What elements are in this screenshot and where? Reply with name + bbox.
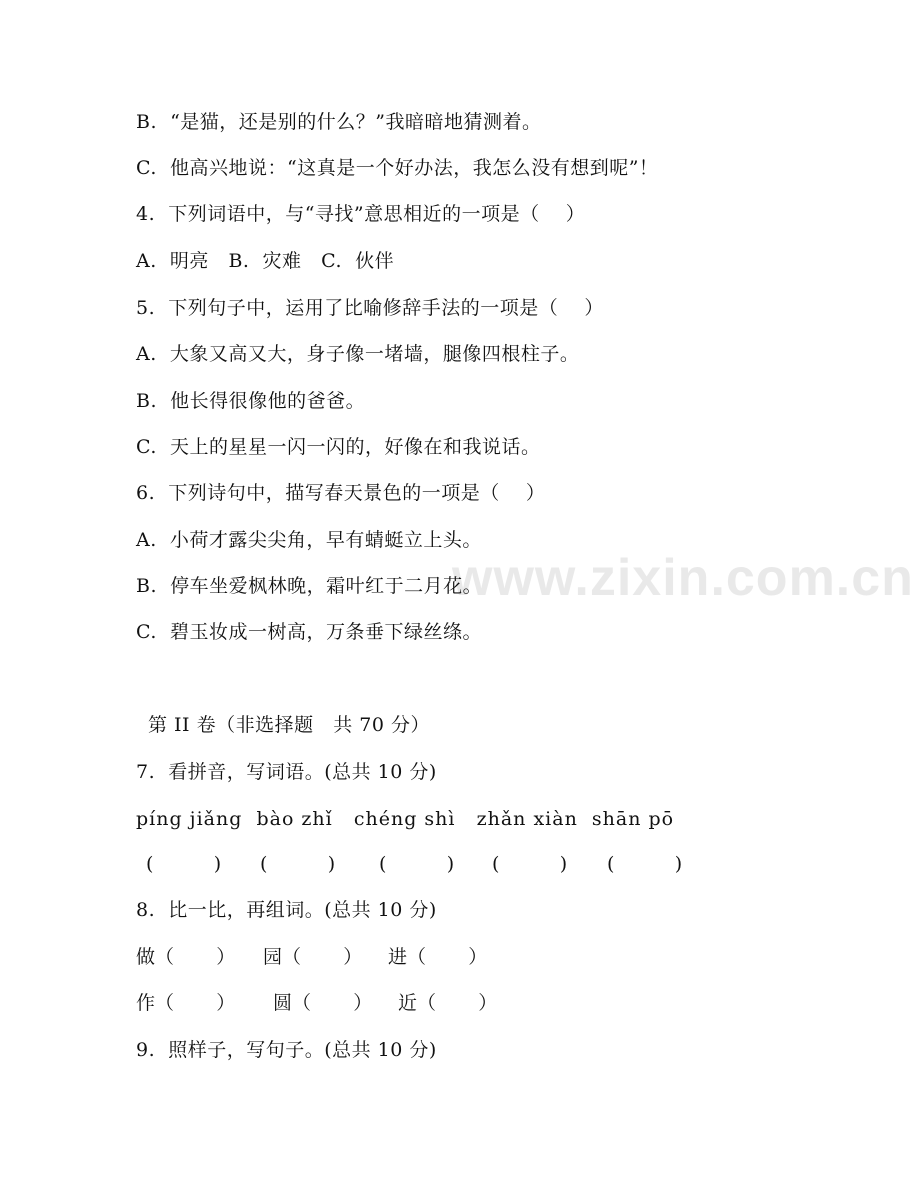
q3-option-c: C. 他高兴地说：“这真是一个好办法，我怎么没有想到呢”！ [136, 157, 659, 179]
question-8: 8. 比一比，再组词。(总共 10 分) [136, 899, 437, 921]
answer-blank[interactable]: ( ) [607, 853, 683, 875]
word-group-item[interactable]: 圆（ ） [273, 992, 373, 1014]
word-group-item[interactable]: 园（ ） [263, 946, 363, 968]
q7-pinyin-row: píng jiǎng bào zhǐ chéng shì zhǎn xiàn shān pō [136, 808, 675, 830]
q5-option-b: B. 他长得很像他的爸爸。 [136, 390, 366, 412]
answer-blank[interactable]: ( ) [379, 853, 455, 875]
watermark: www.zixin.com.cn [452, 549, 914, 607]
q6-option-a: A. 小荷才露尖尖角，早有蜻蜓立上头。 [136, 529, 482, 551]
word-group-item[interactable]: 近（ ） [398, 992, 498, 1014]
q5-option-a: A. 大象又高又大，身子像一堵墙，腿像四根柱子。 [136, 343, 580, 365]
question-5: 5. 下列句子中，运用了比喻修辞手法的一项是（ ） [136, 297, 604, 319]
question-4-options: A. 明亮 B. 灾难 C. 伙伴 [136, 250, 395, 272]
answer-blank[interactable]: ( ) [260, 853, 336, 875]
q3-option-b: B. “是猫，还是别的什么？”我暗暗地猜测着。 [136, 111, 542, 133]
word-group-item[interactable]: 做（ ） [136, 946, 236, 968]
q5-option-c: C. 天上的星星一闪一闪的，好像在和我说话。 [136, 436, 541, 458]
answer-blank[interactable]: ( ) [146, 853, 222, 875]
question-9: 9. 照样子，写句子。(总共 10 分) [136, 1039, 437, 1061]
question-7: 7. 看拼音，写词语。(总共 10 分) [136, 761, 437, 783]
question-4: 4. 下列词语中，与“寻找”意思相近的一项是（ ） [136, 203, 586, 225]
q6-option-c: C. 碧玉妆成一树高，万条垂下绿丝绦。 [136, 621, 482, 643]
word-group-item[interactable]: 进（ ） [388, 946, 488, 968]
question-6: 6. 下列诗句中，描写春天景色的一项是（ ） [136, 482, 546, 504]
q6-option-b: B. 停车坐爱枫林晚，霜叶红于二月花。 [136, 575, 483, 597]
word-group-item[interactable]: 作（ ） [136, 992, 236, 1014]
section-title: 第 II 卷（非选择题 共 70 分） [148, 714, 430, 736]
answer-blank[interactable]: ( ) [492, 853, 568, 875]
